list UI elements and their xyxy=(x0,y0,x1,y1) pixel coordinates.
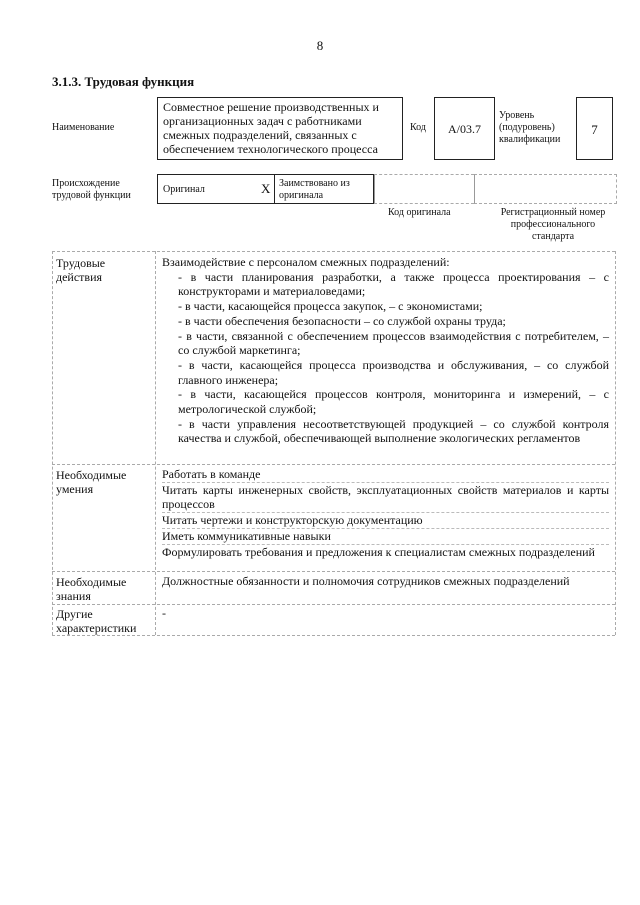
reg-number-caption-line-1: Регистрационный номер xyxy=(500,207,606,218)
other-label-line-1: Другие xyxy=(56,607,93,621)
list-item: Работать в команде xyxy=(162,467,609,483)
actions-label-line-1: Трудовые xyxy=(56,256,106,270)
level-label-line-2: (подуровень) xyxy=(499,122,555,133)
list-item: - в части, касающейся процесса производства и обслуживания, – со службой главного инженера; xyxy=(178,357,609,387)
row-separator-skills xyxy=(52,571,615,572)
reg-number-caption-line-3: стандарта xyxy=(531,231,575,242)
table-bottom-border xyxy=(52,635,615,636)
list-item: Читать карты инженерных свойств, эксплуатационных свойств материалов и карты процессов xyxy=(162,482,609,512)
list-item: Читать чертежи и конструкторскую документацию xyxy=(162,513,609,529)
level-label-line-1: Уровень xyxy=(499,110,535,121)
reg-number-caption-line-2: профессионального xyxy=(510,219,596,230)
level-value: 7 xyxy=(576,97,613,160)
table-right-border xyxy=(615,251,616,635)
list-item: - в части, связанной с обеспечением процессов взаимодействия с потребителем, – со службой маркетинга; xyxy=(178,328,609,358)
page-number: 8 xyxy=(316,38,324,53)
borrowed-label-line-1: Заимствовано из xyxy=(279,178,350,189)
code-label: Код xyxy=(410,122,426,133)
knowledge-label-line-1: Необходимые xyxy=(56,575,127,589)
knowledge-content xyxy=(162,574,609,589)
skills-label xyxy=(56,468,152,496)
skills-label-line-2: умения xyxy=(56,482,94,496)
table-top-border xyxy=(52,251,615,252)
original-mark: X xyxy=(261,181,271,196)
name-label: Наименование xyxy=(52,122,115,133)
section-title: 3.1.3. Трудовая функция xyxy=(52,74,195,89)
reg-number-cell xyxy=(474,174,617,204)
knowledge-label-line-2: знания xyxy=(56,589,91,603)
origin-label-line-1: Происхождение xyxy=(52,178,120,189)
skills-label-line-1: Необходимые xyxy=(56,468,127,482)
origin-label xyxy=(52,178,131,202)
list-item: - в части, касающейся процесса закупок, – с экономистами; xyxy=(178,299,483,314)
actions-label xyxy=(56,256,152,284)
other-value: - xyxy=(162,606,166,620)
skills-content xyxy=(162,467,609,559)
code-value: А/03.7 xyxy=(434,97,495,160)
table-left-border xyxy=(52,251,53,635)
origin-label-line-2: трудовой функции xyxy=(52,190,131,201)
original-label: Оригинал xyxy=(163,184,205,195)
reg-number-caption xyxy=(478,207,628,243)
list-item: Иметь коммуникативные навыки xyxy=(162,529,609,545)
list-item: - в части управления несоответствующей продукцией – со службой контроля качества и службой, обеспечивающей выполнение экологических регламентов xyxy=(178,416,609,446)
list-item: - в части, касающейся процессов контроля, мониторинга и измерений, – с метрологической службой; xyxy=(178,387,609,417)
code-original-caption: Код оригинала xyxy=(388,207,451,218)
row-separator-knowledge xyxy=(52,604,615,605)
row-separator-actions xyxy=(52,464,615,465)
original-cell xyxy=(157,174,274,204)
borrowed-cell xyxy=(274,174,374,204)
actions-label-line-2: действия xyxy=(56,270,103,284)
list-item: Формулировать требования и предложения к специалистам смежных подразделений xyxy=(162,544,595,559)
table-column-divider xyxy=(155,251,156,635)
actions-intro: Взаимодействие с персоналом смежных подразделений: xyxy=(162,255,450,269)
list-item: - в части обеспечения безопасности – со службой охраны труда; xyxy=(178,313,506,328)
list-item: - в части планирования разработки, а также процесса проектирования – с конструкторами и материаловедами; xyxy=(178,269,609,299)
borrowed-label xyxy=(279,178,350,202)
function-name-value: Совместное решение производственных и организационных задач с работниками смежных подразделений, связанных с обеспечением технологического процесса xyxy=(157,97,403,160)
level-label-line-3: квалификации xyxy=(499,134,561,145)
list-item: Должностные обязанности и полномочия сотрудников смежных подразделений xyxy=(162,574,570,588)
other-label-line-2: характеристики xyxy=(56,621,137,635)
actions-content xyxy=(162,255,609,446)
borrowed-label-line-2: оригинала xyxy=(279,190,324,201)
level-label xyxy=(499,110,560,146)
other-label xyxy=(56,607,152,635)
knowledge-label xyxy=(56,575,152,603)
origin-row xyxy=(157,174,617,204)
code-original-cell xyxy=(374,174,474,204)
